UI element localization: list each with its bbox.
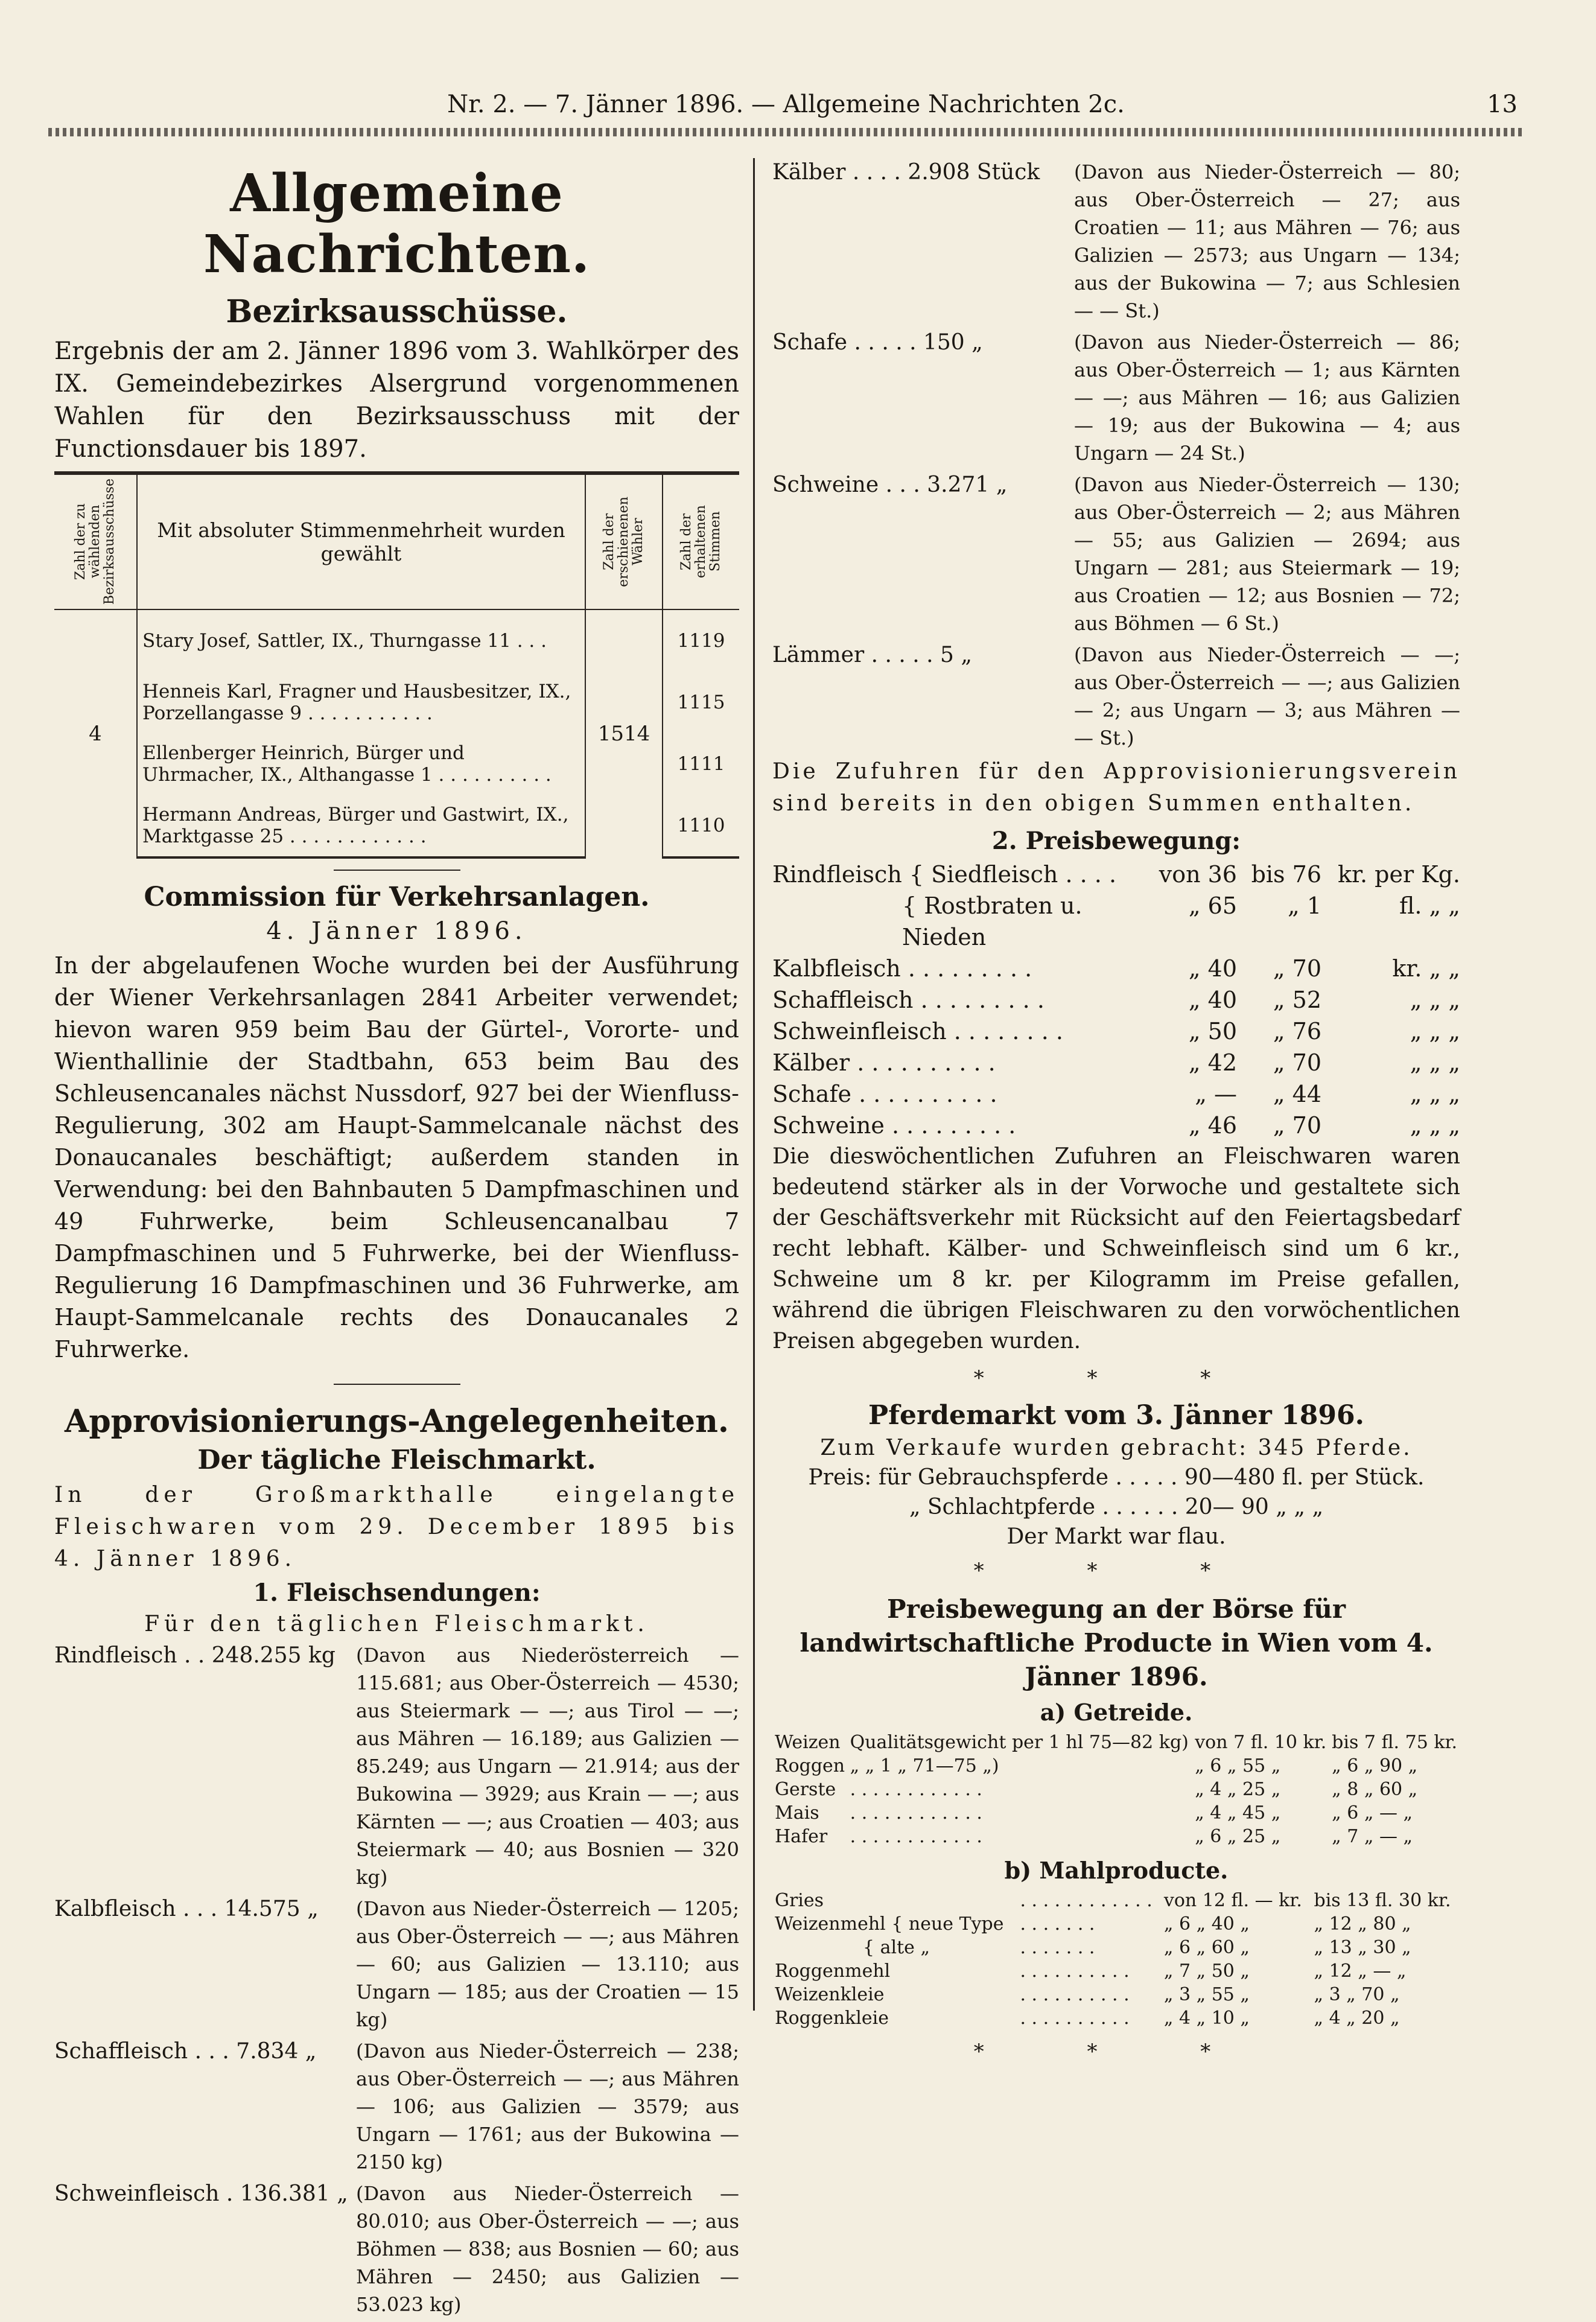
price-von: „ 40 xyxy=(1188,955,1237,982)
divider xyxy=(334,1384,460,1385)
cell: Gries xyxy=(775,1890,824,1911)
cell: Hafer xyxy=(775,1826,828,1847)
entry-key: Schaffleisch . . . 7.834 „ xyxy=(54,2039,317,2064)
header-zahl: Zahl der zu wählenden Bezirksausschüsse xyxy=(73,479,117,605)
price-unit: kr. „ „ xyxy=(1392,955,1460,982)
cell: . . . . . . . . . . xyxy=(1020,1984,1130,2005)
price-bis: „ 76 xyxy=(1273,1018,1321,1045)
price-row xyxy=(772,1078,1460,1110)
pferde-title: Pferdemarkt vom 3. Jänner 1896. xyxy=(868,1400,1364,1431)
price-row xyxy=(772,890,1460,953)
cell: „ 4 „ 25 „ xyxy=(1195,1779,1281,1800)
price-bis: „ 1 xyxy=(1288,892,1321,919)
price-bis: „ 44 xyxy=(1273,1081,1321,1107)
header-main: Mit absoluter Stimmenmehrheit wurden gewählt xyxy=(137,473,585,609)
price-row xyxy=(772,1047,1460,1078)
bezirk-title: Bezirksausschüsse. xyxy=(226,293,568,330)
entry-key: Schweinfleisch . 136.381 „ xyxy=(54,2181,348,2206)
table-row xyxy=(772,1801,1460,1825)
header-rule xyxy=(48,128,1524,136)
cell: „ 12 „ 80 „ xyxy=(1314,1913,1411,1935)
pferde-flau: Der Markt war flau. xyxy=(1006,1524,1226,1549)
divider xyxy=(334,870,460,871)
candidate-name: Stary Josef, Sattler, IX., Thurngasse 11 . . . xyxy=(137,609,585,672)
price-bis: „ 70 xyxy=(1273,1112,1321,1139)
table-row xyxy=(772,1754,1460,1778)
list-item xyxy=(772,641,1460,752)
cell: { alte „ xyxy=(863,1937,930,1958)
price-row xyxy=(772,953,1460,984)
table-row xyxy=(772,2006,1460,2030)
list-item xyxy=(54,2037,739,2176)
boerse-title: Preisbewegung an der Börse für landwirtschaftliche Producte in Wien vom 4. Jänner 1896. xyxy=(800,1594,1433,1691)
price-unit: „ „ „ xyxy=(1410,1018,1460,1045)
price-row xyxy=(772,1110,1460,1141)
price-label: Kalbfleisch . . . . . . . . . xyxy=(772,955,1032,982)
price-bis: bis 76 xyxy=(1251,861,1321,888)
cell: Roggenkleie xyxy=(775,2008,889,2029)
cell: Qualitätsgewicht per 1 hl 75—82 kg) xyxy=(850,1732,1189,1753)
price-unit: kr. per Kg. xyxy=(1337,861,1460,888)
zufuhren-text: Die Zufuhren für den Approvisionierungsverein sind bereits in den obigen Summen enthalten. xyxy=(772,759,1460,816)
cell: „ 7 „ — „ xyxy=(1332,1826,1413,1847)
price-von: „ — xyxy=(1195,1081,1237,1107)
cell: „ 4 „ 45 „ xyxy=(1195,1802,1281,1824)
cell: „ 4 „ 20 „ xyxy=(1314,2008,1400,2029)
votes-cell: 1115 xyxy=(677,692,725,713)
pferde-schlacht: „ Schlachtpferde . . . . . . 20— 90 „ „ „ xyxy=(909,1495,1324,1519)
candidate-name: Henneis Karl, Fragner und Hausbesitzer, IX., Porzellangasse 9 . . . . . . . . . . . xyxy=(137,672,585,733)
price-row xyxy=(772,859,1460,890)
entry-key: Schweine . . . 3.271 „ xyxy=(772,472,1008,497)
table-row xyxy=(772,1889,1460,1912)
left-column xyxy=(54,158,739,2322)
commission-text: In der abgelaufenen Woche wurden bei der Ausführung der Wiener Verkehrsanlagen 2841 Arbeiter verwendet; hievon waren 959 beim Bau der Gürtel-, Vororte- und Wienthallinie der Stadtbahn, 653 beim Bau des Schleusencanales nächst Nussdorf, 927 bei der Wienfluss-Regulierung, 302 am Haupt-Sammelcanale nächst des Donaucanales beschäftigt; außerdem standen in Verwendung: bei den Bahnbauten 5 Dampfmaschinen und 49 Fuhrwerke, beim Schleusencanalbau 7 Dampfmaschinen und 5 Fuhrwerke, bei der Wienfluss-Regulierung 16 Dampfmaschinen und 36 Fuhrwerke, am Haupt-Sammelcanale rechts des Donaucanales 2 Fuhrwerke. xyxy=(54,952,739,1363)
mahl-table xyxy=(772,1889,1460,2030)
section-stars: * * * xyxy=(973,1366,1259,1390)
cell: „ 3 „ 55 „ xyxy=(1163,1984,1250,2005)
cell: „ 8 „ 60 „ xyxy=(1332,1779,1418,1800)
cell: „ 6 „ 55 „ xyxy=(1195,1755,1281,1776)
cell: „ 6 „ — „ xyxy=(1332,1802,1413,1824)
cell: Mais xyxy=(775,1802,819,1824)
votes-cell: 1119 xyxy=(677,630,725,652)
entry-detail: (Davon aus Nieder-Österreich — 80.010; aus Ober-Österreich — —; aus Böhmen — 838; aus Bosnien — 60; aus Mähren — 2450; aus Galizien — 53.023 kg) xyxy=(356,2182,739,2316)
cell: Weizen xyxy=(775,1732,841,1753)
entry-detail: (Davon aus Nieder-Österreich — 86; aus Ober-Österreich — 1; aus Kärnten — —; aus Mähren — 16; aus Galizien — 19; aus der Bukowina — 4; aus Ungarn — 24 St.) xyxy=(1074,331,1460,465)
price-label: Kälber . . . . . . . . . . xyxy=(772,1049,996,1076)
main-title: Allgemeine Nachrichten. xyxy=(203,163,590,285)
price-bis: „ 70 xyxy=(1273,955,1321,982)
price-von: von 36 xyxy=(1159,861,1237,888)
page-number: 13 xyxy=(1487,91,1518,118)
cell: „ 12 „ — „ xyxy=(1314,1961,1407,1982)
list-item xyxy=(772,328,1460,467)
cell: „ 6 „ 60 „ xyxy=(1163,1937,1250,1958)
zahl-cell: 4 xyxy=(54,609,137,857)
price-table xyxy=(772,859,1460,1141)
header-stimmen: Zahl der erhaltenen Stimmen xyxy=(679,505,723,579)
votes-cell: 1110 xyxy=(663,795,739,857)
cell: „ 4 „ 10 „ xyxy=(1163,2008,1250,2029)
price-unit: „ „ „ xyxy=(1410,1081,1460,1107)
sendungen-title: 1. Fleischsendungen: xyxy=(253,1579,541,1607)
cell: „ „ 1 „ 71—75 „) xyxy=(850,1755,999,1776)
table-row xyxy=(54,609,739,672)
table-row xyxy=(772,1959,1460,1983)
cell: „ 6 „ 25 „ xyxy=(1195,1826,1281,1847)
fleisch-intro: In der Großmarkthalle eingelangte Fleischwaren vom 29. December 1895 bis 4. Jänner 1896. xyxy=(54,1483,739,1571)
cell: „ 13 „ 30 „ xyxy=(1314,1937,1411,1958)
election-table xyxy=(54,471,739,859)
fleisch-title: Der tägliche Fleischmarkt. xyxy=(197,1445,596,1475)
cell: . . . . . . . . . . . . xyxy=(1020,1890,1152,1911)
pferde-verkauf: Zum Verkaufe wurden gebracht: 345 Pferde. xyxy=(820,1436,1413,1460)
price-row xyxy=(772,984,1460,1016)
column-divider xyxy=(753,158,755,2011)
cell: . . . . . . . xyxy=(1020,1913,1095,1935)
preis-title: 2. Preisbewegung: xyxy=(991,827,1241,855)
getreide-title: a) Getreide. xyxy=(1040,1699,1193,1726)
price-label: Schweinfleisch . . . . . . . . xyxy=(772,1018,1063,1045)
price-row xyxy=(772,1016,1460,1047)
entry-detail: (Davon aus Nieder-Österreich — 130; aus Ober-Österreich — 2; aus Mähren — 55; aus Galizien — 2694; aus Ungarn — 281; aus Steiermark — 19; aus Croatien — 12; aus Bosnien — 72; aus Böhmen — 6 St.) xyxy=(1074,473,1460,635)
price-unit: „ „ „ xyxy=(1410,1049,1460,1076)
price-label: Schweine . . . . . . . . . xyxy=(772,1112,1016,1139)
cell: von 7 fl. 10 kr. xyxy=(1195,1732,1327,1753)
fuer-title: Für den täglichen Fleischmarkt. xyxy=(144,1612,649,1637)
price-von: „ 40 xyxy=(1188,987,1237,1013)
price-unit: „ „ „ xyxy=(1410,987,1460,1013)
entry-detail: (Davon aus Nieder-Österreich — —; aus Ober-Österreich — —; aus Galizien — 2; aus Ungarn — 3; aus Mähren — — St.) xyxy=(1074,643,1460,749)
header-erschienen: Zahl der erschienenen Wähler xyxy=(602,497,646,587)
price-unit: fl. „ „ xyxy=(1399,892,1460,919)
section-stars: * * * xyxy=(973,1559,1259,1583)
commission-date: 4. Jänner 1896. xyxy=(266,917,527,945)
price-von: „ 50 xyxy=(1188,1018,1237,1045)
table-row xyxy=(772,1825,1460,1848)
price-von: „ 65 xyxy=(1188,892,1237,919)
cell: Weizenmehl { neue Type xyxy=(775,1913,1004,1935)
price-von: „ 46 xyxy=(1188,1112,1237,1139)
cell: „ 7 „ 50 „ xyxy=(1163,1961,1250,1982)
table-row xyxy=(772,1912,1460,1936)
price-von: „ 42 xyxy=(1188,1049,1237,1076)
cell: bis 13 fl. 30 kr. xyxy=(1314,1890,1451,1911)
table-row xyxy=(772,1983,1460,2006)
table-row xyxy=(772,1731,1460,1754)
entry-key: Rindfleisch . . 248.255 kg xyxy=(54,1643,335,1668)
cell: Gerste xyxy=(775,1779,836,1800)
ergebnis-text: Ergebnis der am 2. Jänner 1896 vom 3. Wahlkörper des IX. Gemeindebezirkes Alsergrund vorgenommenen Wahlen für den Bezirksausschuss mit der Functionsdauer bis 1897. xyxy=(54,337,739,463)
entry-key: Kalbfleisch . . . 14.575 „ xyxy=(54,1897,319,1921)
cell: . . . . . . . . . . xyxy=(1020,1961,1130,1982)
list-item xyxy=(54,1641,739,1891)
cell: „ 6 „ 90 „ xyxy=(1332,1755,1418,1776)
list-item xyxy=(54,1895,739,2034)
entry-detail: (Davon aus Nieder-Österreich — 80; aus Ober-Österreich — 27; aus Croatien — 11; aus Mähren — 76; aus Galizien — 2573; aus Ungarn — 134; aus der Bukowina — 7; aus Schlesien — — St.) xyxy=(1074,161,1460,322)
cell: . . . . . . . . . . . . xyxy=(850,1802,982,1824)
candidate-name: Ellenberger Heinrich, Bürger und Uhrmacher, IX., Althangasse 1 . . . . . . . . . . xyxy=(137,733,585,795)
cell: . . . . . . . xyxy=(1020,1937,1095,1958)
list-item xyxy=(772,471,1460,637)
votes-cell: 1111 xyxy=(677,753,725,775)
entry-key: Kälber . . . . 2.908 Stück xyxy=(772,160,1040,185)
cell: von 12 fl. — kr. xyxy=(1163,1890,1302,1911)
cell: . . . . . . . . . . . . xyxy=(850,1779,982,1800)
cell: bis 7 fl. 75 kr. xyxy=(1332,1732,1458,1753)
table-row xyxy=(772,1936,1460,1959)
table-row xyxy=(772,1778,1460,1801)
price-label: Rindfleisch { Siedfleisch . . . . xyxy=(772,861,1117,888)
entry-detail: (Davon aus Nieder-Österreich — 1205; aus Ober-Österreich — —; aus Mähren — 60; aus Galizien — 13.110; aus Ungarn — 185; aus der Croatien — 15 kg) xyxy=(356,1897,739,2031)
getreide-table xyxy=(772,1731,1460,1848)
cell: „ 6 „ 40 „ xyxy=(1163,1913,1250,1935)
entry-key: Lämmer . . . . . 5 „ xyxy=(772,643,973,667)
candidate-name: Hermann Andreas, Bürger und Gastwirt, IX., Marktgasse 25 . . . . . . . . . . . . xyxy=(137,795,585,857)
commission-title: Commission für Verkehrsanlagen. xyxy=(144,882,650,912)
price-label: Schafe . . . . . . . . . . xyxy=(772,1081,997,1107)
price-label: { Rostbraten u. Nieden xyxy=(902,892,1083,950)
running-title: Nr. 2. — 7. Jänner 1896. — Allgemeine Nachrichten 2c. xyxy=(447,91,1125,118)
cell: Weizenkleie xyxy=(775,1984,885,2005)
cell: Roggenmehl xyxy=(775,1961,891,1982)
approv-title: Approvisionierungs-Angelegenheiten. xyxy=(64,1403,730,1440)
entry-detail: (Davon aus Niederösterreich — 115.681; aus Ober-Österreich — 4530; aus Steiermark — —; aus Tirol — —; aus Mähren — 16.189; aus Galizien — 85.249; aus Ungarn — 21.914; aus der Bukowina — 3929; aus Krain — —; aus Kärnten — —; aus Croatien — 403; aus Steiermark — 40; aus Bosnien — 320 kg) xyxy=(356,1644,739,1889)
page-header xyxy=(54,91,1518,127)
cell: Roggen xyxy=(775,1755,845,1776)
right-column xyxy=(772,158,1460,2073)
cell: „ 3 „ 70 „ xyxy=(1314,1984,1400,2005)
erschienen-cell: 1514 xyxy=(585,609,663,857)
price-bis: „ 52 xyxy=(1273,987,1321,1013)
section-stars: * * * xyxy=(973,2040,1259,2064)
list-item xyxy=(772,158,1460,325)
price-unit: „ „ „ xyxy=(1410,1112,1460,1139)
price-bis: „ 70 xyxy=(1273,1049,1321,1076)
preis-text: Die dieswöchentlichen Zufuhren an Fleischwaren waren bedeutend stärker als in der Vorwoche und gestaltete sich der Geschäftsverkehr mit Rücksicht auf den Feiertagsbedarf recht lebhaft. Kälber- und Schweinfleisch sind um 6 kr., Schweine um 8 kr. per Kilogramm im Preise gefallen, während die übrigen Fleischwaren zu den vorwöchentlichen Preisen abgegeben wurden. xyxy=(772,1144,1460,1353)
entry-key: Schafe . . . . . 150 „ xyxy=(772,330,983,355)
list-item xyxy=(54,2180,739,2318)
mahl-title: b) Mahlproducte. xyxy=(1004,1857,1229,1884)
entry-detail: (Davon aus Nieder-Österreich — 238; aus Ober-Österreich — —; aus Mähren — 106; aus Galizien — 3579; aus Ungarn — 1761; aus der Bukowina — 2150 kg) xyxy=(356,2040,739,2174)
cell: . . . . . . . . . . xyxy=(1020,2008,1130,2029)
price-label: Schaffleisch . . . . . . . . . xyxy=(772,987,1044,1013)
pferde-gebrauch: Preis: für Gebrauchspferde . . . . . 90—480 fl. per Stück. xyxy=(808,1465,1425,1490)
cell: . . . . . . . . . . . . xyxy=(850,1826,982,1847)
